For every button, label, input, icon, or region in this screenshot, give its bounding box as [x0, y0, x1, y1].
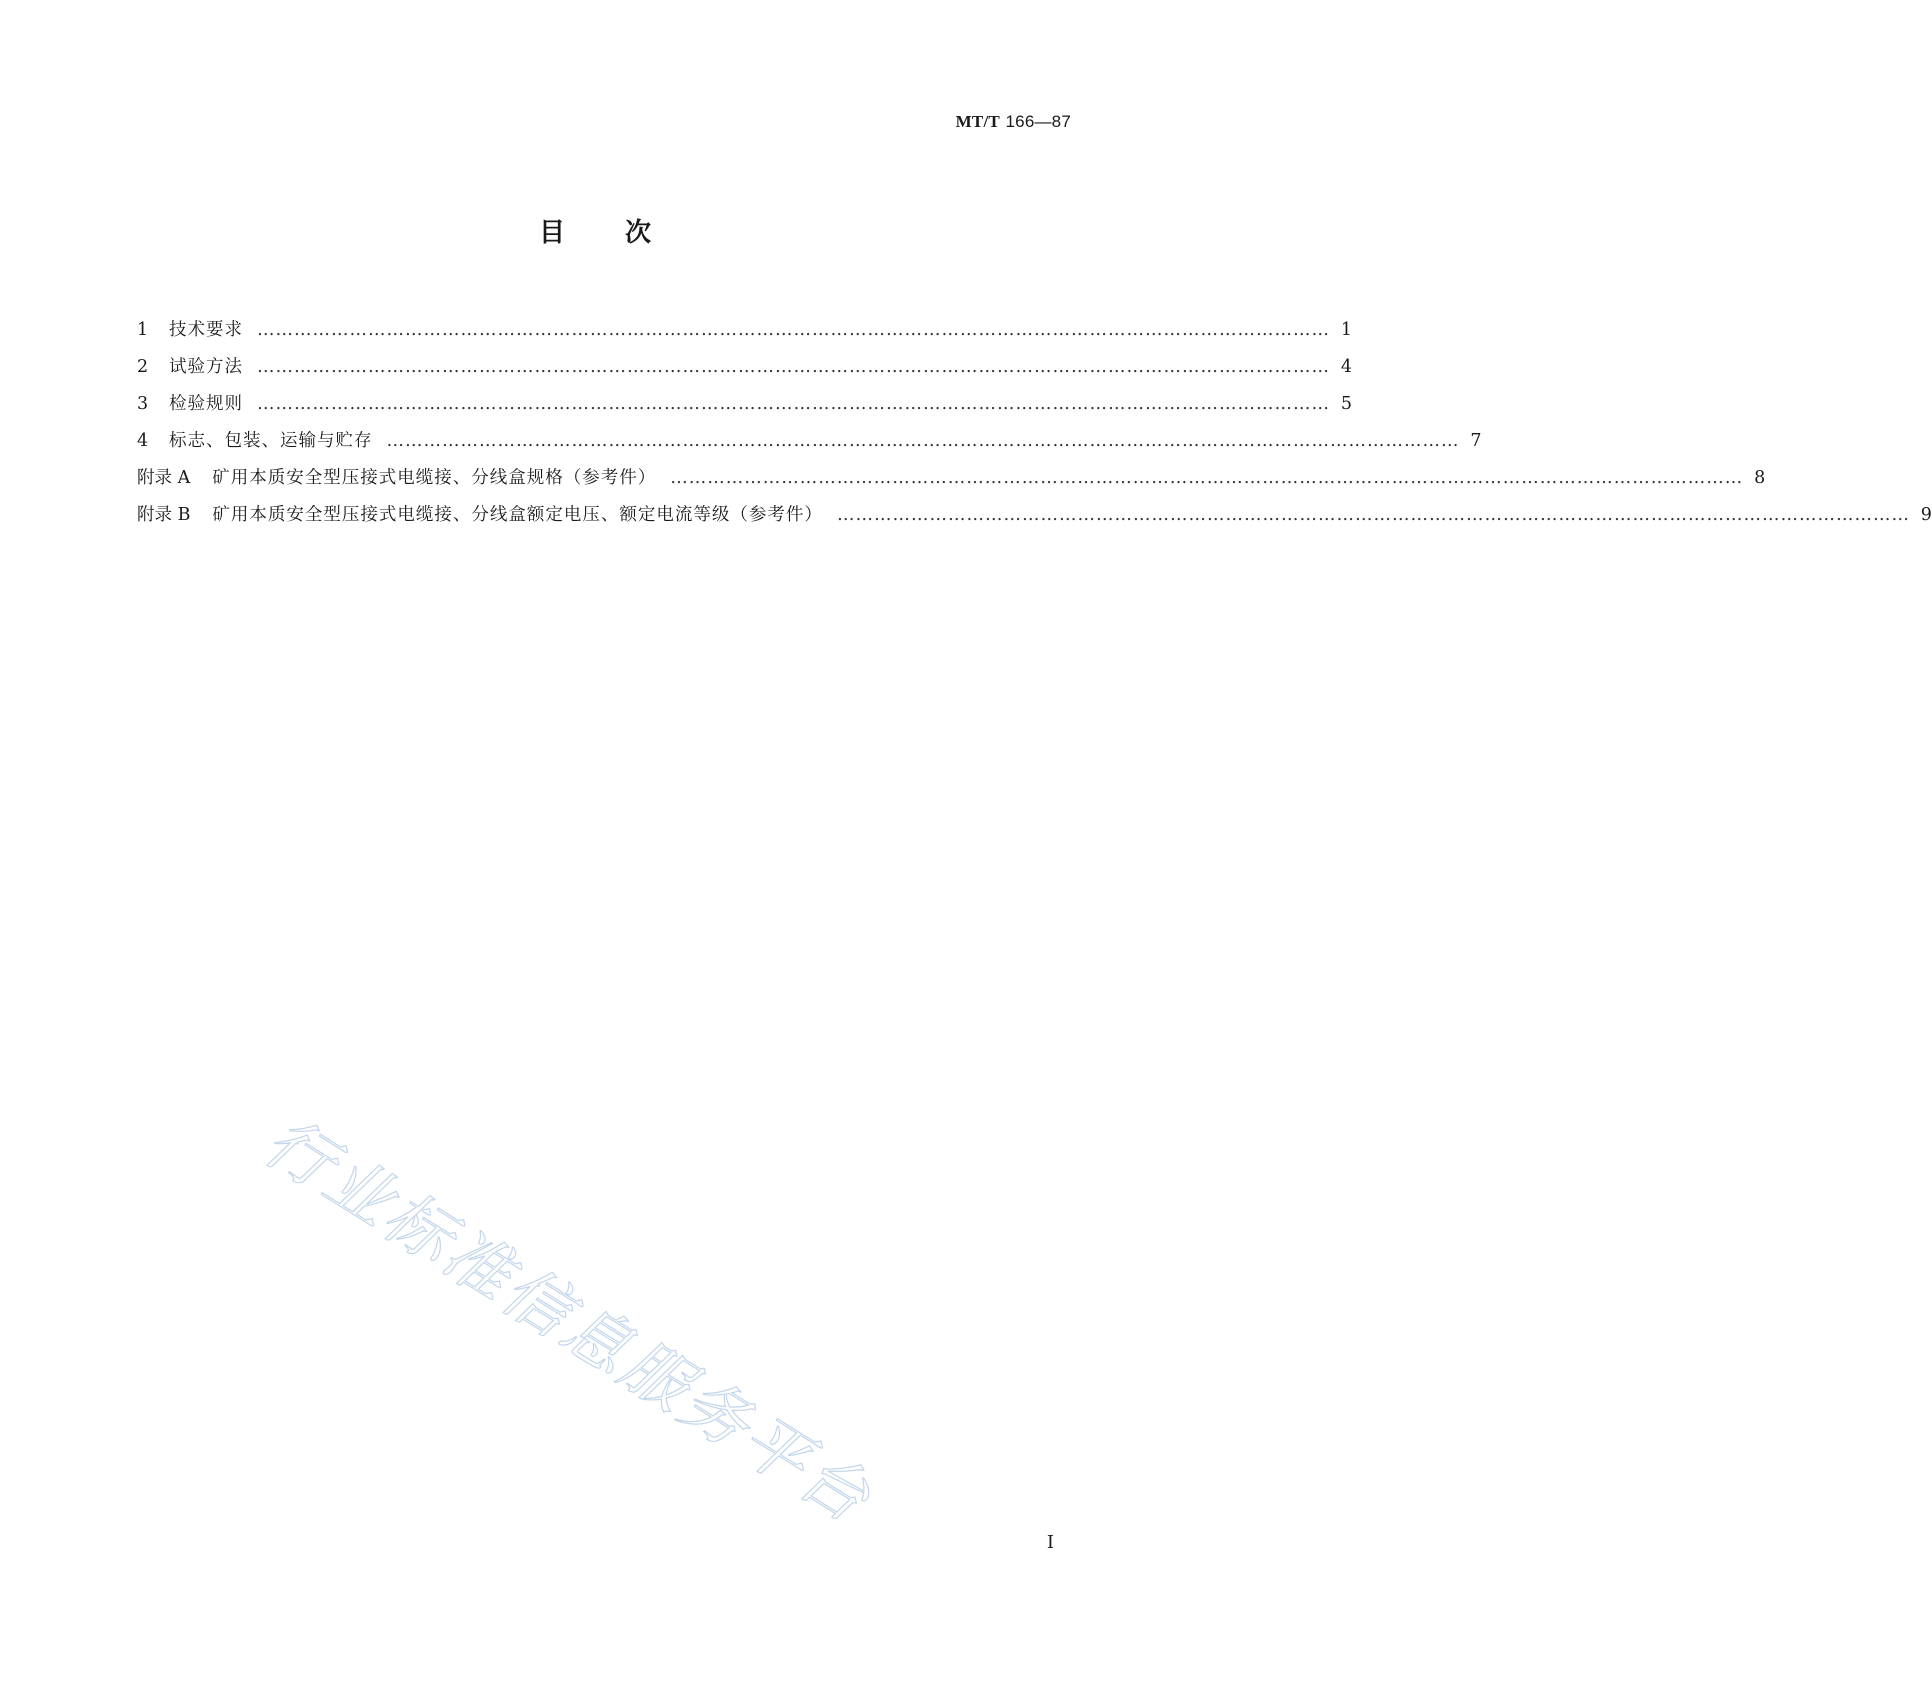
toc-entry-page: 1: [1340, 320, 1352, 340]
toc-entry[interactable]: [137, 497, 1932, 534]
toc-leader-dots: …………………………………………………………………………………………………………………………………………………………: [257, 357, 1330, 377]
table-of-contents: [137, 312, 1932, 534]
toc-entry-label: 矿用本质安全型压接式电缆接、分线盒额定电压、额定电流等级（参考件）: [212, 505, 823, 525]
standard-code: [956, 112, 1071, 132]
toc-leader-dots: …………………………………………………………………………………………………………………………………………………………: [257, 394, 1330, 414]
toc-entry-label: 标志、包装、运输与贮存: [169, 431, 373, 451]
toc-entry-prefix: 附录 A: [137, 468, 191, 488]
toc-entry[interactable]: [137, 386, 1352, 423]
toc-entry[interactable]: [137, 423, 1482, 460]
toc-entry-number: 3: [137, 394, 149, 414]
toc-entry-number: 2: [137, 357, 149, 377]
toc-entry-page: 4: [1340, 357, 1352, 377]
standard-number: 166—87: [1005, 112, 1071, 131]
toc-entry-label: 技术要求: [169, 320, 243, 340]
toc-entry[interactable]: [137, 349, 1352, 386]
toc-entry-page: 7: [1470, 431, 1482, 451]
toc-entry-label: 矿用本质安全型压接式电缆接、分线盒规格（参考件）: [212, 468, 657, 488]
page-number: I: [1046, 1532, 1054, 1553]
standard-prefix: MT/T: [955, 112, 1000, 131]
toc-entry-number: 4: [137, 431, 149, 451]
page-title: 目次: [538, 218, 711, 248]
toc-leader-dots: …………………………………………………………………………………………………………………………………………………………: [836, 505, 1910, 525]
toc-entry-label: 试验方法: [169, 357, 243, 377]
toc-entry-page: 5: [1340, 394, 1352, 414]
toc-entry-page: 9: [1920, 505, 1932, 525]
toc-leader-dots: …………………………………………………………………………………………………………………………………………………………: [386, 431, 1460, 451]
toc-entry[interactable]: [137, 460, 1766, 497]
watermark: 行业标准信息服务平台: [251, 1102, 886, 1539]
toc-entry-page: 8: [1754, 468, 1766, 488]
toc-leader-dots: …………………………………………………………………………………………………………………………………………………………: [670, 468, 1744, 488]
toc-leader-dots: …………………………………………………………………………………………………………………………………………………………: [257, 320, 1330, 340]
toc-entry-label: 检验规则: [169, 394, 243, 414]
toc-entry-number: 1: [137, 320, 149, 340]
toc-entry[interactable]: [137, 312, 1352, 349]
toc-entry-prefix: 附录 B: [137, 505, 191, 525]
